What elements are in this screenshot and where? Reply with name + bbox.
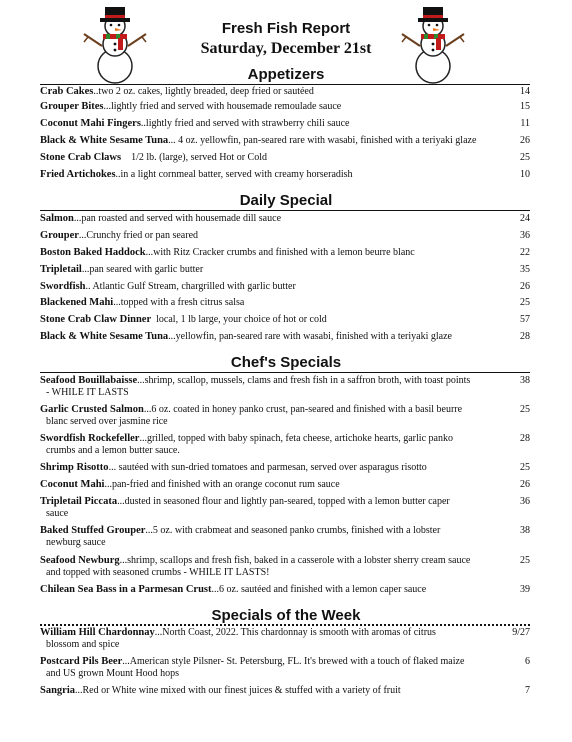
item-name: Seafood Bouillabaisse — [40, 375, 138, 386]
item-name: Baked Stuffed Grouper — [40, 525, 146, 536]
item-name: Garlic Crusted Salmon — [40, 404, 144, 415]
item-price: 36 — [520, 496, 530, 507]
section-rule — [40, 624, 530, 626]
item-desc: ...lightly fried and served with housemade remoulade sauce — [103, 101, 342, 112]
item-price: 25 — [520, 152, 530, 163]
item-desc: ...pan seared with garlic butter — [81, 264, 204, 275]
item-desc-continued: sauce — [46, 508, 69, 519]
menu-item — [40, 314, 530, 326]
item-price: 25 — [520, 404, 530, 415]
item-price: 36 — [520, 230, 530, 241]
page-date: Saturday, December 21st — [200, 40, 372, 57]
item-name: Stone Crab Claws — [40, 152, 122, 163]
menu-item — [40, 525, 530, 549]
item-name: Tripletail Piccata — [40, 496, 118, 507]
item-desc: 1/2 lb. (large), served Hot or Cold — [131, 152, 267, 163]
item-desc: ...yellowfin, pan-seared rare with wasabi, finished with a teriyaki glaze — [168, 331, 452, 342]
item-name: Grouper Bites — [40, 101, 104, 112]
item-desc: ...topped with a fresh citrus salsa — [113, 297, 245, 308]
item-desc: ...grilled, topped with baby spinach, feta cheese, artichoke hearts, garlic panko — [139, 433, 453, 444]
item-price: 9/27 — [512, 627, 530, 638]
item-price: 11 — [520, 118, 530, 129]
item-desc-continued: and topped with seasoned crumbs - WHILE IT LASTS! — [46, 567, 270, 578]
section-rule — [40, 372, 530, 373]
item-desc: ...6 oz. sautéed and finished with a lemon caper sauce — [211, 584, 427, 595]
section-title-daily-special: Daily Special — [239, 192, 333, 209]
menu-item — [40, 118, 530, 130]
item-price: 24 — [520, 213, 530, 224]
item-name: Postcard Pils Beer — [40, 656, 123, 667]
section-rule — [40, 84, 530, 85]
item-price: 26 — [520, 135, 530, 146]
menu-item — [40, 584, 530, 596]
menu-item — [40, 404, 530, 428]
item-desc-continued: crumbs and a lemon butter sauce. — [46, 445, 180, 456]
menu-item — [40, 264, 530, 276]
menu-item — [40, 331, 530, 343]
item-price: 14 — [520, 86, 530, 97]
item-price: 15 — [520, 101, 530, 112]
item-desc: ..two 2 oz. cakes, lightly breaded, deep fried or sautéed — [93, 86, 314, 97]
item-price: 25 — [520, 462, 530, 473]
item-price: 26 — [520, 281, 530, 292]
item-name: Seafood Newburg — [40, 555, 120, 566]
menu-item — [40, 86, 530, 98]
section-title-chefs-specials: Chef's Specials — [230, 354, 342, 371]
item-name: Sangria — [40, 685, 76, 696]
item-price: 6 — [525, 656, 530, 667]
item-name: Shrimp Risotto — [40, 462, 109, 473]
menu-item — [40, 375, 530, 399]
item-desc-continued: blanc served over jasmine rice — [46, 416, 168, 427]
item-desc-continued: newburg sauce — [46, 537, 106, 548]
item-desc: local, 1 lb large, your choice of hot or cold — [156, 314, 327, 325]
item-price: 22 — [520, 247, 530, 258]
item-name: Coconut Mahi — [40, 479, 105, 490]
section-title-specials-of-the-week: Specials of the Week — [211, 607, 361, 624]
item-desc: ..lightly fried and served with strawberry chili sauce — [140, 118, 350, 129]
item-desc: ...shrimp, scallop, mussels, clams and fresh fish in a saffron broth, with toast points — [137, 375, 471, 386]
item-price: 10 — [520, 169, 530, 180]
menu-item — [40, 685, 530, 697]
menu-item — [40, 496, 530, 520]
item-price: 39 — [520, 584, 530, 595]
section-rule — [40, 210, 530, 211]
menu-item — [40, 479, 530, 491]
item-name: Coconut Mahi Fingers — [40, 118, 141, 129]
menu-item — [40, 230, 530, 242]
menu-item — [40, 213, 530, 225]
item-name: Swordfish Rockefeller — [40, 433, 140, 444]
item-desc: ...shrimp, scallops and fresh fish, baked in a casserole with a lobster sherry cream sauce — [119, 555, 471, 566]
item-price: 57 — [520, 314, 530, 325]
item-price: 28 — [520, 433, 530, 444]
item-price: 25 — [520, 297, 530, 308]
item-name: Tripletail — [40, 264, 82, 275]
menu-item — [40, 462, 530, 474]
menu-item — [40, 555, 530, 579]
item-price: 26 — [520, 479, 530, 490]
item-price: 25 — [520, 555, 530, 566]
item-name: Boston Baked Haddock — [40, 247, 146, 258]
menu-item — [40, 101, 530, 113]
menu-item — [40, 281, 530, 293]
item-name: Stone Crab Claw Dinner — [40, 314, 152, 325]
item-desc: ...Crunchy fried or pan seared — [78, 230, 199, 241]
item-desc: ...North Coast, 2022. This chardonnay is smooth with aromas of citrus — [154, 627, 436, 638]
menu-item — [40, 135, 530, 147]
item-price: 38 — [520, 375, 530, 386]
item-desc: ...6 oz. coated in honey panko crust, pan-seared and finished with a basil beurre — [143, 404, 463, 415]
menu-item — [40, 247, 530, 259]
item-name: William Hill Chardonnay — [40, 627, 155, 638]
menu-item — [40, 433, 530, 457]
item-price: 7 — [525, 685, 530, 696]
section-title-appetizers: Appetizers — [247, 66, 325, 83]
item-price: 35 — [520, 264, 530, 275]
menu-item — [40, 152, 530, 164]
item-name: Blackened Mahi — [40, 297, 114, 308]
menu-item — [40, 169, 530, 181]
menu-item — [40, 656, 530, 680]
item-name: Chilean Sea Bass in a Parmesan Crust — [40, 584, 212, 595]
item-desc: .. Atlantic Gulf Stream, chargrilled with garlic butter — [85, 281, 296, 292]
item-desc: ... 4 oz. yellowfin, pan-seared rare with wasabi, finished with a teriyaki glaze — [168, 135, 477, 146]
item-desc: ... sautéed with sun-dried tomatoes and parmesan, served over asparagus risotto — [108, 462, 427, 473]
item-desc-continued: - WHILE IT LASTS — [46, 387, 129, 398]
menu-item — [40, 627, 530, 651]
item-desc: ...dusted in seasoned flour and lightly pan-seared, topped with a lemon butter caper — [117, 496, 450, 507]
item-desc: ...with Ritz Cracker crumbs and finished with a lemon beurre blanc — [145, 247, 415, 258]
item-desc: ...Red or White wine mixed with our finest juices & stuffed with a variety of fruit — [75, 685, 401, 696]
page-title: Fresh Fish Report — [221, 20, 351, 37]
item-desc: ...pan roasted and served with housemade dill sauce — [73, 213, 282, 224]
item-desc: ...American style Pilsner- St. Petersburg, FL. It's brewed with a touch of flaked maize — [122, 656, 465, 667]
item-price: 28 — [520, 331, 530, 342]
item-desc-continued: and US grown Mount Hood hops — [46, 668, 180, 679]
item-name: Swordfish — [40, 281, 86, 292]
menu-item — [40, 297, 530, 309]
item-price: 38 — [520, 525, 530, 536]
item-name: Black & White Sesame Tuna — [40, 135, 169, 146]
item-desc-continued: blossom and spice — [46, 639, 120, 650]
item-desc: ..in a light cornmeal batter, served with creamy horseradish — [115, 169, 353, 180]
item-name: Black & White Sesame Tuna — [40, 331, 169, 342]
item-name: Grouper — [40, 230, 79, 241]
item-name: Fried Artichokes — [40, 169, 116, 180]
item-name: Salmon — [40, 213, 74, 224]
item-name: Crab Cakes — [40, 86, 94, 97]
item-desc: ...pan-fried and finished with an orange coconut rum sauce — [104, 479, 340, 490]
item-desc: ...5 oz. with crabmeat and seasoned panko crumbs, finished with a lobster — [145, 525, 441, 536]
